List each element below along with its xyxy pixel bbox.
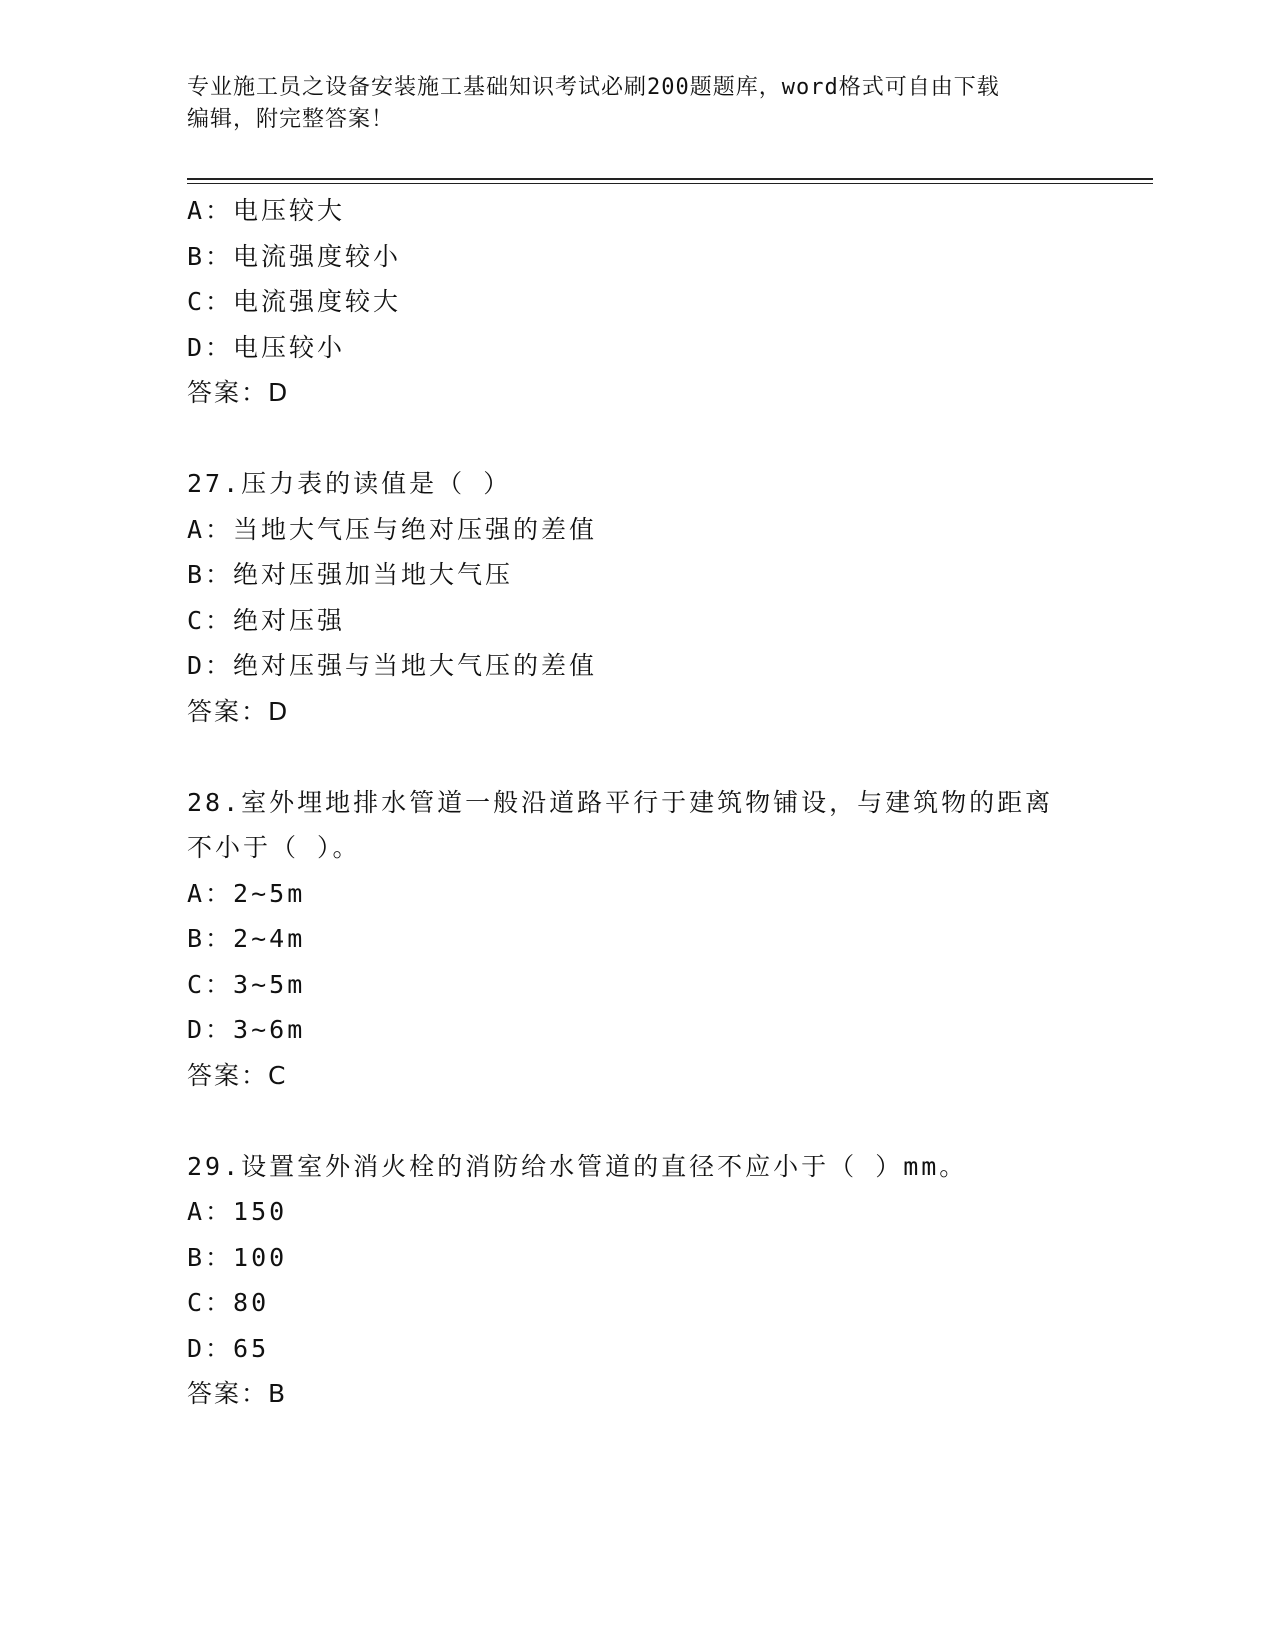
question-28-stem-line-1: 28.室外埋地排水管道一般沿道路平行于建筑物铺设，与建筑物的距离 bbox=[187, 787, 1054, 817]
question-26-option-a: A：电压较大 bbox=[187, 196, 346, 225]
header-title-line-1: 专业施工员之设备安装施工基础知识考试必刷200题题库，word格式可自由下载 bbox=[187, 75, 1000, 100]
question-27-option-a: A：当地大气压与绝对压强的差值 bbox=[187, 514, 598, 544]
question-27-block bbox=[187, 461, 1087, 734]
question-29-option-b: B：100 bbox=[187, 1242, 288, 1272]
question-28-stem-line-2: 不小于（ ）。 bbox=[187, 833, 361, 862]
question-29-option-c: C：80 bbox=[187, 1288, 270, 1317]
question-28-option-b: B：2~4m bbox=[187, 924, 306, 953]
question-27-option-c: C：绝对压强 bbox=[187, 605, 346, 635]
question-29-block bbox=[187, 1144, 1087, 1417]
question-29-stem: 29.设置室外消火栓的消防给水管道的直径不应小于（ ）mm。 bbox=[187, 1151, 968, 1181]
spacer bbox=[187, 1098, 1087, 1144]
document-header bbox=[187, 72, 1087, 136]
question-26-option-d: D：电压较小 bbox=[187, 332, 346, 362]
question-28-option-d: D：3~6m bbox=[187, 1015, 306, 1044]
question-27-option-d: D：绝对压强与当地大气压的差值 bbox=[187, 651, 598, 680]
question-list bbox=[187, 188, 1087, 1417]
spacer bbox=[187, 416, 1087, 462]
question-29-answer: 答案：B bbox=[187, 1379, 288, 1408]
question-26-block bbox=[187, 188, 1087, 416]
header-divider-thin bbox=[187, 183, 1153, 184]
question-26-answer: 答案：D bbox=[187, 378, 290, 407]
question-29-option-d: D：65 bbox=[187, 1333, 270, 1363]
question-27-option-b: B：绝对压强加当地大气压 bbox=[187, 560, 514, 589]
question-28-option-c: C：3~5m bbox=[187, 969, 306, 999]
header-divider-thick bbox=[187, 178, 1153, 180]
question-27-answer: 答案：D bbox=[187, 696, 290, 726]
question-26-option-c: C：电流强度较大 bbox=[187, 287, 402, 316]
question-28-block bbox=[187, 780, 1087, 1099]
spacer bbox=[187, 734, 1087, 780]
question-27-stem: 27.压力表的读值是（ ） bbox=[187, 469, 512, 498]
question-28-option-a: A：2~5m bbox=[187, 878, 306, 908]
question-26-option-b: B：电流强度较小 bbox=[187, 241, 402, 271]
question-28-answer: 答案：C bbox=[187, 1060, 288, 1090]
header-title-line-2: 编辑，附完整答案！ bbox=[187, 107, 395, 132]
question-29-option-a: A：150 bbox=[187, 1197, 288, 1226]
